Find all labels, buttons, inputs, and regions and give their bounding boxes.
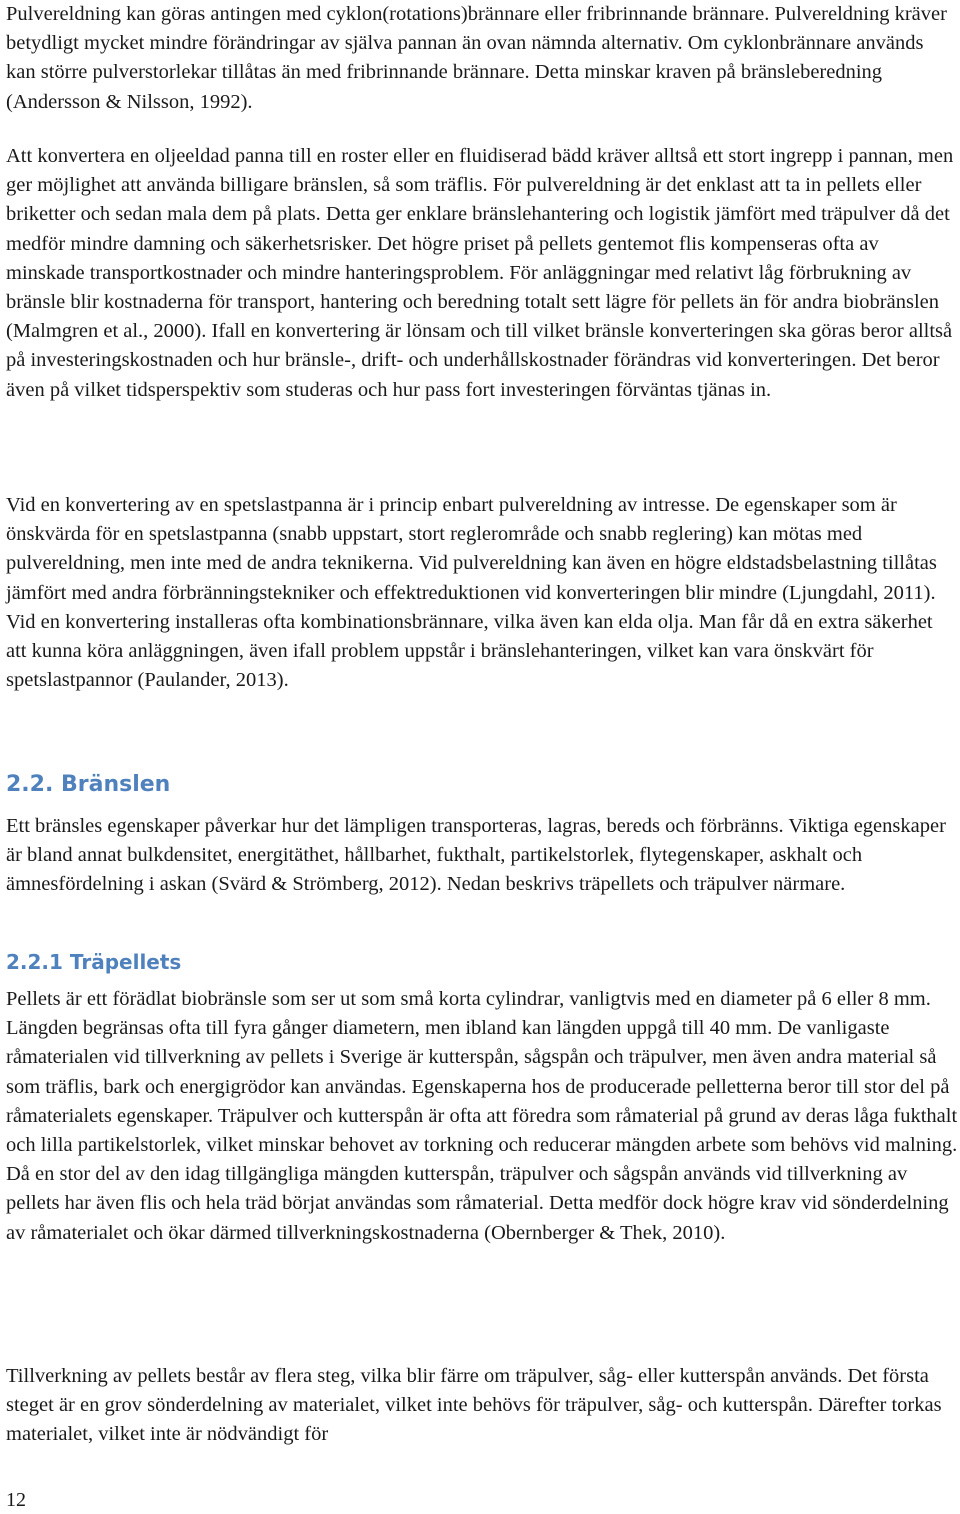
paragraph-pellets: Pellets är ett förädlat biobränsle som ser ut som små korta cylindrar, vanligtvis med en diameter på 6 eller 8 mm. Längden begränsas ofta till fyra gånger diametern, men ibland kan längden uppgå till 40 mm. De vanligaste råmaterialen vid tillverkning av pellets i Sverige är kutterspån, sågspån och träpulver, men även andra material så som träflis, bark och energigrödor kan användas. Egenskaperna hos de producerade pelletterna beror till stor del på råmaterialets egenskaper. Träpulver och kutterspån är ofta att föredra som råmaterial på grund av deras låga fukthalt och lilla partikelstorlek, vilket minskar behovet av torkning och reducerar mängden arbete som behövs vid malning. Då en stor del av den idag tillgängliga mängden kutterspån, träpulver och sågspån används vid tillverkning av pellets har även flis och hela träd börjat användas som råmaterial. Detta medför dock högre krav vid sönderdelning av råmaterialet och ökar därmed tillverkningskostnaderna (Obernberger & Thek, 2010). <box>6 988 958 1244</box>
paragraph-bransle-egenskaper: Ett bränsles egenskaper påverkar hur det lämpligen transporteras, lagras, bereds och förbränns. Viktiga egenskaper är bland annat bulkdensitet, energitäthet, hållbarhet, fukthalt, partikelstorlek, flytegenskaper, askhalt och ämnesfördelning i askan (Svärd & Strömberg, 2012). Nedan beskrivs träpellets och träpulver närmare. <box>6 815 946 896</box>
paragraph-pulvereldning: Pulvereldning kan göras antingen med cyklon(rotations)brännare eller fribrinnande brännare. Pulvereldning kräver betydligt mycket mindre förändringar av själva pannan än ovan nämnda alternativ. Om cyklonbrännare används kan större pulverstorlekar tillåtas än med fribrinnande brännare. Detta minskar kraven på bränsleberedning (Andersson & Nilsson, 1992). <box>6 3 947 113</box>
paragraph-tillverkning: Tillverkning av pellets består av flera steg, vilka blir färre om träpulver, såg- eller kutterspån används. Det första steget är en grov sönderdelning av materialet, vilket inte behövs för träpulver, såg- och kutterspån. Därefter torkas materialet, vilket inte är nödvändigt för <box>6 1365 942 1446</box>
paragraph-spetslastpanna: Vid en konvertering av en spetslastpanna är i princip enbart pulvereldning av intresse. De egenskaper som är önskvärda för en spetslastpanna (snabb uppstart, stort reglerområde och snabb reglering) kan mötas med pulvereldning, men inte med de andra teknikerna. Vid pulvereldning kan även en högre eldstadsbelastning tillåtas jämfört med andra förbränningstekniker och effektreduktionen vid konverteringen blir mindre (Ljungdahl, 2011). Vid en konvertering installeras ofta kombinationsbrännare, vilka även kan elda olja. Man får då en extra säkerhet att kunna köra anläggningen, även ifall problem uppstår i bränslehanteringen, vilket kan vara önskvärt för spetslastpannor (Paulander, 2013). <box>6 494 937 692</box>
heading-trapellets: 2.2.1 Träpellets <box>6 950 182 974</box>
paragraph-konvertering: Att konvertera en oljeeldad panna till en roster eller en fluidiserad bädd kräver alltså ett stort ingrepp i pannan, men ger möjlighet att använda billigare bränslen, så som träflis. För pulvereldning är det enklast att ta in pellets eller briketter och sedan mala dem på plats. Detta ger enklare bränslehantering och logistik jämfört med träpulver då det medför mindre damning och säkerhetsrisker. Det högre priset på pellets gentemot flis kompenseras ofta av minskade transportkostnader och mindre hanteringsproblem. För anläggningar med relativt låg förbrukning av bränsle blir kostnaderna för transport, hantering och beredning totalt sett lägre för pellets än för andra biobränslen (Malmgren et al., 2000). Ifall en konvertering är lönsam och till vilket bränsle konverteringen ska göras beror alltså på investeringskostnaden och hur bränsle-, drift- och underhållskostnader förändras vid konverteringen. Det beror även på vilket tidsperspektiv som studeras och hur pass fort investeringen förväntas tjänas in. <box>6 145 954 401</box>
page-number: 12 <box>6 1489 26 1511</box>
heading-branslen: 2.2. Bränslen <box>6 772 171 797</box>
